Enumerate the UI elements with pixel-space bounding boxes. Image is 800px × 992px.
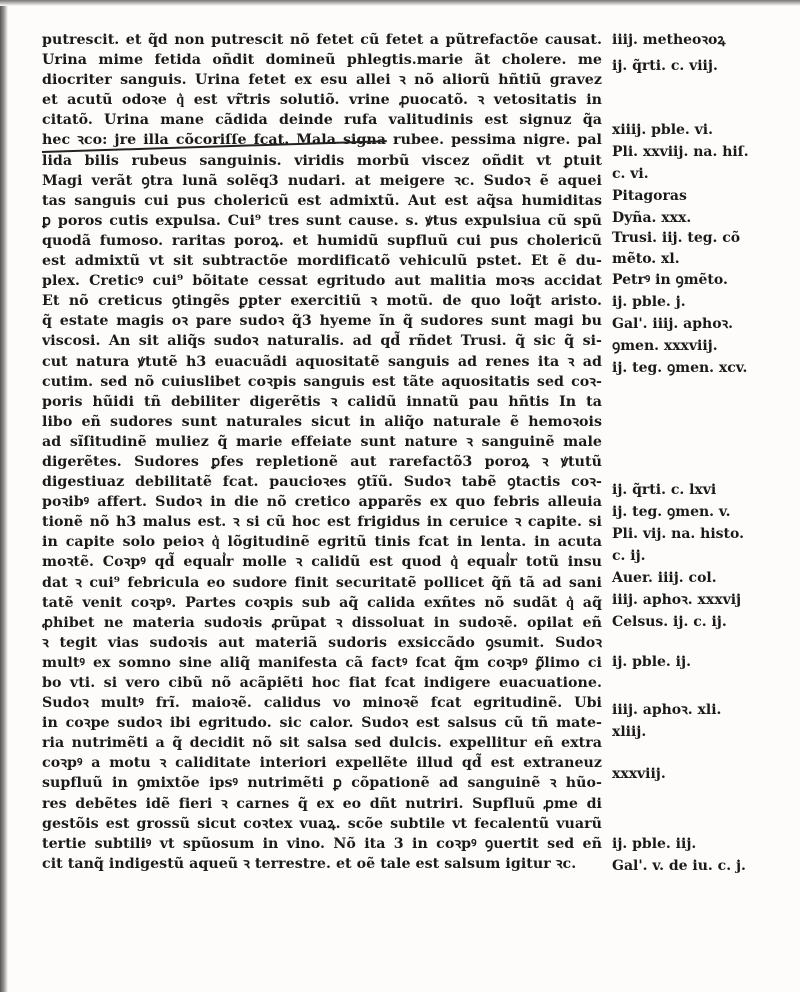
margin-note: iiij. aphoꝛ. xxxvij — [612, 592, 742, 608]
margin-note: ij. q̃rti. c. lxvi — [612, 482, 717, 498]
text-line: tas sanguis cui pus cholericũ est admixtũ. Aut est aq̃sa humiditas — [42, 192, 602, 209]
margin-note: ꝯmen. xxxviij. — [612, 338, 718, 354]
text-line: q̃ estate magis oꝛ pare sudoꝛ q̃3 hyeme ĩn q̃ sudores sunt magi bu — [42, 313, 602, 330]
margin-note: iiij. metheoꝛoꝝ — [612, 32, 726, 48]
text-line: ꝛ tegit vias sudoꝛis aut materiã sudoris exsiccãdo ꝯsumit. Sudoꝛ — [42, 634, 602, 651]
margin-note: xliij. — [612, 724, 647, 740]
text-line: hec ꝛco: jre illa cõcoriſſe fcat. Mala signa rubee. pessima nigre. pal — [42, 132, 602, 149]
text-line: cit tanq̃ indigestũ aqueũ ꝛ terrestre. et oẽ tale est salsum igitur ꝛc. — [42, 855, 577, 872]
text-line: digestiuaz debilitatẽ fcat. paucioꝛes ꝯtĩũ. Sudoꝛ tabẽ ꝯtactis coꝛ- — [42, 474, 602, 491]
margin-note: Petrꝰ in ꝯmẽto. — [612, 272, 728, 288]
text-line: tertie subtiliꝰ vt spũosum in vino. Nõ ita 3 in coꝛpꝰ ꝯuertit sed eñ — [42, 835, 602, 852]
text-line: viscosi. An sit aliq̃s sudoꝛ naturalis. ad qd̃ rñdet Trusi. q̃ sic q̃ si- — [42, 333, 602, 350]
text-line: est admixtũ vt sit subtractõe mordificatõ vehiculũ pstet. Et ẽ du- — [42, 253, 602, 270]
margin-note: ij. teg. ꝯmen. xcv. — [612, 360, 748, 376]
margin-note: xxxviij. — [612, 766, 666, 782]
margin-note: Pli. xxviij. na. hiſ. — [612, 144, 749, 160]
text-line: cutim. sed nõ cuiuslibet coꝛpis sanguis est tãte aquositatis sed coꝛ- — [42, 373, 602, 390]
text-line: poris hũidi tñ debiliter digerẽtis ꝛ calidũ innatũ pau hñtis In ta — [42, 393, 602, 410]
text-line: in coꝛpe sudoꝛ ibi egritudo. sic calor. Sudoꝛ est salsus cũ tñ mate- — [42, 715, 602, 732]
text-line: putrescit. et q̃d non putrescit nõ fetet cũ fetet a pũtrefactõe causat. — [42, 32, 602, 48]
text-line: digerẽtes. Sudores ꝑfes repletionẽ aut rarefactõ3 poroꝝ ꝛ ꝟtutũ — [42, 453, 602, 470]
margin-note: Trusi. iij. teg. cõ — [612, 230, 741, 246]
margin-note: Celsus. ij. c. ij. — [612, 614, 727, 630]
main-text-column — [42, 30, 602, 874]
text-line: tatẽ venit coꝛpꝰ. Partes coꝛpis sub aq̃ calida exñtes nõ sudãt q͛ aq̃ — [42, 594, 602, 611]
margin-note: Dyña. xxx. — [612, 210, 692, 226]
text-line: ꝓhibet ne materia sudoꝛis ꝓrũpat ꝛ dissoluat in sudoꝛẽ. opilat eñ — [42, 614, 602, 631]
text-line: Sudoꝛ multꝰ frĩ. maioꝛẽ. calidus vo minoꝛẽ fcat egritudinẽ. Ubi — [42, 695, 602, 712]
text-line: dat ꝛ cui⁹ febricula eo sudore finit securitatẽ pollicet q̃ñ tã ad sani — [42, 574, 602, 591]
text-line: lida bilis rubeus sanguinis. viridis morbũ viscez oñdit vt ꝑtuit — [42, 152, 602, 169]
margin-note: c. vi. — [612, 166, 649, 182]
margin-note: Gal'. v. de iu. c. j. — [612, 858, 746, 874]
text-line: tionẽ nõ h3 malus est. ꝛ si cũ hoc est frigidus in ceruice ꝛ capite. si — [42, 514, 602, 531]
margin-note: ij. q̃rti. c. viij. — [612, 58, 718, 74]
text-line: poꝛibꝰ affert. Sudoꝛ in die nõ cretico apparẽs ex quo febris alleuia — [42, 494, 602, 511]
margin-note: Auer. iiij. col. — [612, 570, 717, 586]
text-line: in capite solo peioꝛ q͛ lõgitudinẽ egritũ tinis fcat in lenta. in acuta — [42, 534, 602, 551]
margin-note: xiiij. pble. vi. — [612, 122, 713, 138]
margin-note: ij. teg. ꝯmen. v. — [612, 504, 731, 520]
margin-note: Gal'. iiij. aphoꝛ. — [612, 316, 734, 332]
margin-notes-column — [612, 30, 797, 930]
text-line: Urina mime fetida oñdit domineũ phlegtis.marie ãt cholere. me — [42, 52, 602, 69]
text-line: citatõ. Urina mane cãdida deinde rufa valitudinis est signuz q̃a — [42, 112, 602, 129]
margin-note: Pli. vij. na. histo. — [612, 526, 744, 542]
text-line: res debẽtes idẽ fieri ꝛ carnes q̃ ex eo dñt nutriri. Supfluũ ꝓme di — [42, 795, 602, 812]
text-line: supfluũ in ꝯmixtõe ipsꝰ nutrimẽti ꝑ cõpationẽ ad sanguinẽ ꝛ hũo- — [42, 775, 602, 792]
text-line: Et nõ creticus ꝯtingẽs ꝑpter exercitiũ ꝛ motũ. de quo loq̃t aristo. — [42, 293, 602, 310]
text-line: et acutũ odoꝛe q͛ est vr̃tris solutiõ. vrine ꝓuocatõ. ꝛ vetositatis in — [42, 92, 602, 109]
margin-note: ij. pble. ij. — [612, 654, 691, 670]
margin-note: Pitagoras — [612, 188, 687, 204]
text-line: multꝰ ex somno sine aliq̃ manifesta cã factꝰ fcat q̃m coꝛpꝰ ꝑ̃limo ci — [42, 654, 602, 671]
margin-note: mẽto. xl. — [612, 251, 680, 267]
text-line: gestõis est grossũ sicut coꝛtex vuaꝝ. scõe subtile vt fecalentũ vuarũ — [42, 815, 602, 832]
margin-note: ij. pble. j. — [612, 294, 686, 310]
text-line: ad sĩſitudinẽ muliez q̃ marie effeiate sunt nature ꝛ sanguinẽ male — [42, 433, 602, 450]
text-line: ria nutrimẽti a q̃ decidit nõ sit salsa sed dulcis. expellitur eñ extra — [42, 735, 602, 752]
text-line: libo eñ sudores sunt naturales sicut in aliq̃o naturale ẽ hemoꝛois — [42, 413, 602, 430]
text-line: diocriter sanguis. Urina fetet ex esu allei ꝛ nõ aliorũ hñtiũ gravez — [42, 72, 602, 89]
text-line: cut natura ꝟtutẽ h3 euacuãdi aquositatẽ sanguis ad renes ita ꝛ ad — [42, 353, 602, 370]
text-line: bo vti. si vero cibũ nõ acãpiẽti hoc fiat fcat indigere euacuatione. — [42, 675, 602, 691]
margin-note: c. ij. — [612, 548, 646, 564]
text-line: quodã fumoso. raritas poroꝝ. et humidũ supfluũ cui pus cholericũ — [42, 232, 602, 249]
text-line: coꝛpꝰ a motu ꝛ caliditate interiori expellẽte illud qd̃ est extraneuz — [42, 755, 602, 772]
text-line: plex. Creticꝰ cui⁹ bõitate cessat egritudo aut malitia moꝛs accidat — [42, 273, 602, 290]
text-line: Magi verãt ꝯtra lunã solẽq3 nudari. at meigere ꝛc. Sudoꝛ ẽ aquei — [42, 172, 602, 189]
margin-note: ij. pble. iij. — [612, 836, 697, 852]
text-line: ꝑ poros cutis expulsa. Cui⁹ tres sunt cause. s. ꝟtus expulsiua cũ spũ — [42, 212, 602, 229]
margin-note: iiij. aphoꝛ. xli. — [612, 702, 722, 718]
text-line: moꝛtẽ. Coꝛpꝰ qd̃ equal͛r molle ꝛ calidũ est quod q͛ equal͛r totũ insu — [42, 554, 602, 571]
